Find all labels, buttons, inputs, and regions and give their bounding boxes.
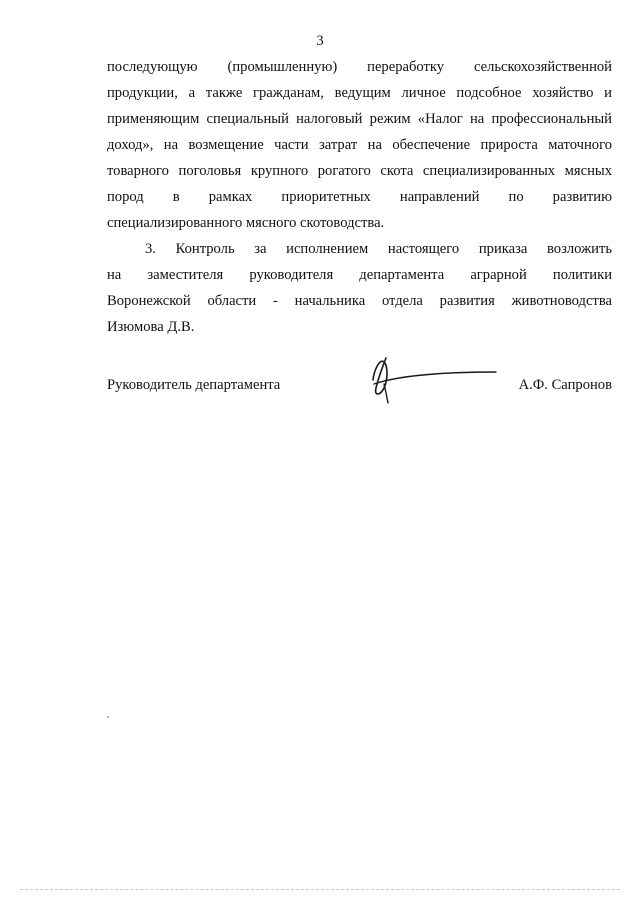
scan-speck	[107, 716, 109, 718]
signatory-position: Руководитель департамента	[107, 377, 281, 393]
text-line: продукции, а также гражданам, ведущим личное подсобное хозяйство и	[107, 85, 612, 101]
signatory-name: А.Ф. Сапронов	[518, 377, 612, 393]
text-line: специализированного мясного скотоводства.	[107, 215, 385, 231]
text-line: пород в рамках приоритетных направлений по развитию	[107, 189, 612, 205]
text-line-paragraph-start: 3. Контроль за исполнением настоящего приказа возложить	[145, 241, 612, 257]
text-line: Воронежской области - начальника отдела развития животноводства	[107, 293, 612, 309]
text-line: доход», на возмещение части затрат на обеспечение прироста маточного	[107, 137, 612, 153]
page-number: 3	[316, 33, 324, 49]
text-line: последующую (промышленную) переработку сельскохозяйственной	[107, 59, 612, 75]
handwritten-signature	[364, 354, 504, 404]
text-line: товарного поголовья крупного рогатого скота специализированных мясных	[107, 163, 612, 179]
text-line: Изюмова Д.В.	[107, 319, 195, 335]
scan-edge-line	[20, 889, 620, 890]
text-line: применяющим специальный налоговый режим «Налог на профессиональный	[107, 111, 612, 127]
text-line: на заместителя руководителя департамента аграрной политики	[107, 267, 612, 283]
